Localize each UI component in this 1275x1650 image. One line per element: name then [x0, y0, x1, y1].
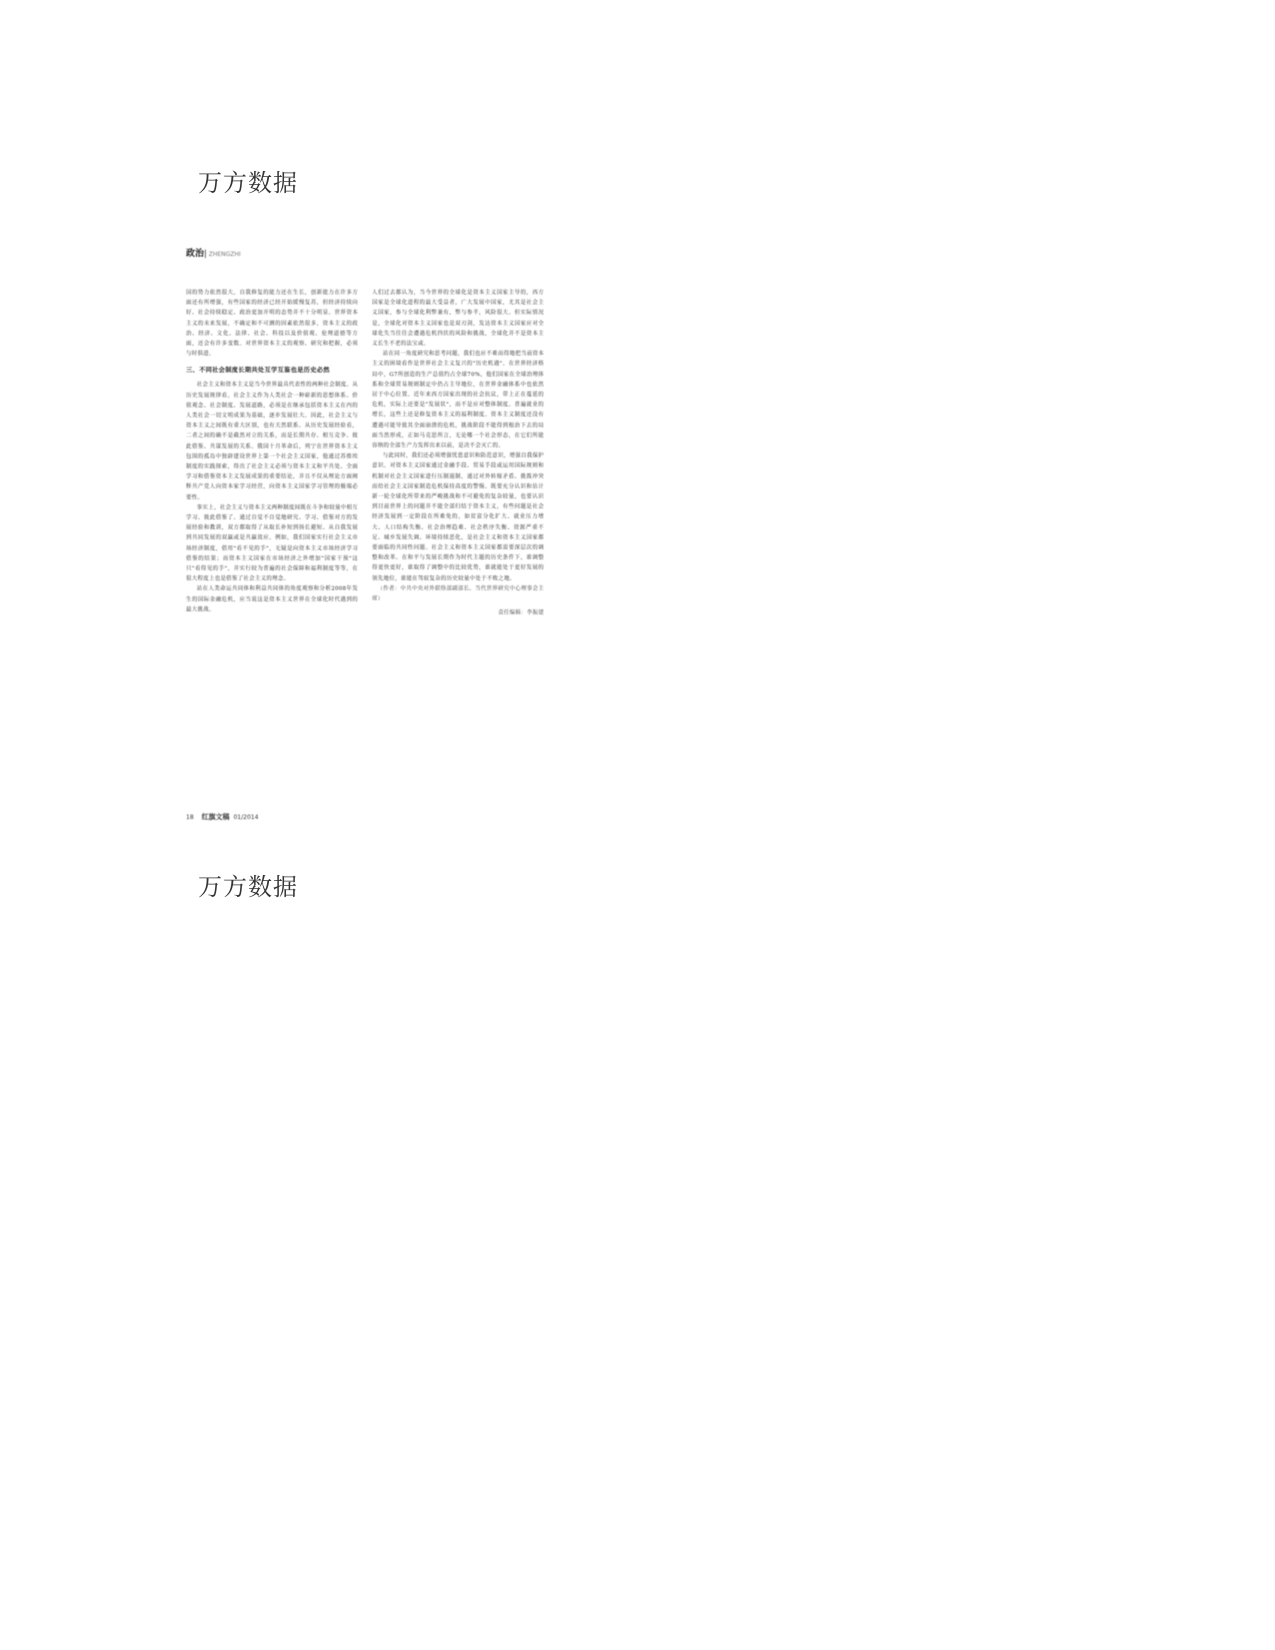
paragraph: 站在同一角度研究和思考问题，我们也应不难而得地把当前资本主义的困境看作是世界社会主义复兴的"历史机遇"。在世界经济格局中，G7所创造的生产总值约占全球70%，他们国家在全球治理体系和全球贸易规则制定中仍占主导地位，在世界金融体系中也依然居于中心位置。近年来西方国家出现的社会抗议，带上正在蔓延的危机，实际上还要是"发展状"，而不是应对整体制度。普遍就业的增长，这些上还是修复资本主义的福利制度。资本主义制度还没有遭遇可能导致其全面崩溃的危机，挑战阶段不能得到根治下去的局面当然形成，正如马克思所言，无论哪一个社会形态，在它们所能容纳的全部生产力发挥出来以前，是决不会灭亡的。	[372, 351, 544, 450]
editor-credit: 责任编辑：李振建	[498, 610, 544, 617]
issue-number: 01/2014	[233, 814, 259, 821]
paragraph: 事实上，社会主义与资本主义两种制度间既在斗争和较量中相互学习、彼此借鉴了。通过自觉不自觉地研究、学习、借鉴对方的发展经验和教训，双方都取得了从取长补短到扬长避短、从自我发展到共同发展的双赢或是共赢效应。例如，我们国家实行社会主义市场经济制度，借用"看不见的手"，无疑是向资本主义市场经济学习借鉴的结果；而资本主义国家在市场经济之外增加"国家干预"这只"看得见的手"，并实行较为普遍的社会保障和福利制度等等，在很大程度上也是借鉴了社会主义的理念。	[186, 504, 358, 583]
watermark-top: 万方数据	[198, 169, 298, 197]
page-footer	[186, 812, 258, 822]
paragraph: 国的势力依然很大，自我修复的能力还在生长，创新能力在许多方面还有所增强，有些国家的经济已经开始缓慢复苏，但经济持续向好、社会持续稳定、政治更加开明的态势并不十分明显。世界资本主义的未来发展，不确定和不可测的因素依然很多，资本主义的政治、经济、文化、法律、社会、科技以及价值观、伦理道德等方面，还会有许多变数。对世界资本主义的观察、研究和把握，必须与时俱进。	[186, 290, 358, 358]
header-divider: |	[204, 249, 207, 258]
paragraph: 社会主义和资本主义是当今世界最具代表性的两种社会制度。从历史发展规律看，社会主义作为人类社会一种崭新的思想体系、价值观念、社会制度、发展道路，必须是在继承包括资本主义在内的人类社会一切文明成果为基础，逐步发展壮大。因此，社会主义与资本主义之间既有重大区别，也有天然联系。从历史发展经验看，二者之间的确不是截然对立的关系，而是长期共存、相互竞争、彼此借鉴、共谋发展的关系。俄国十月革命后，列宁在世界资本主义包围的孤岛中独辟建设世界上第一个社会主义国家，他通过苏维埃制度的实践探索，得出了社会主义必须与资本主义和平共处、全面学习和借鉴资本主义发展成果的重要结论，并且不仅从理论方面阐释共产党人向资本家学习经营，向资本主义国家学习管理的极端必要性。	[186, 382, 358, 501]
paragraph: 站在人类命运共同体和利益共同体的角度观察和分析2008年发生的国际金融危机，应当说这是资本主义世界在全球化时代遇到的最大挑战。	[186, 586, 358, 613]
author-note: （作者：中共中央对外联络部副部长、当代世界研究中心理事会主席）	[372, 585, 544, 603]
section-heading: 三、不同社会制度长期共处互学互鉴也是历史必然	[186, 367, 330, 375]
watermark-bottom: 万方数据	[198, 873, 298, 901]
section-title: 政治	[186, 249, 205, 259]
text-column-left	[186, 288, 358, 615]
text-column-right	[372, 288, 544, 619]
page-number: 18	[186, 814, 194, 821]
section-pinyin: ZHENGZHI	[208, 251, 241, 258]
scanned-magazine-page	[178, 240, 548, 820]
magazine-name: 红旗文稿	[201, 812, 230, 821]
paragraph: 人们过去都认为，当今世界的全球化是资本主义国家主导的，西方国家是全球化进程的最大受益者，广大发展中国家，尤其是社会主义国家，参与全球化利弊兼有，弊与参半，风险很大。但实际情况是，全球化对资本主义国家也是双刃剑，发达资本主义国家应对全球化失当往往会遭遇危机四伏的风险和挑战，全球化并不是资本主义长生不老的法宝或。	[372, 290, 544, 348]
page-header	[186, 246, 241, 259]
paragraph: 与此同时，我们还必须增强忧患意识和防范意识，增强自我保护意识。对资本主义国家通过金融手段、贸易手段或运用国际规则和机制对社会主义国家进行压制遏制，通过对外转嫁矛盾、挑拨冲突而给社会主义国家制造危机保持高度的警惕。既要充分认识和估计新一轮全球化所带来的严峻挑战和不可避免的复杂较量，也要认识到目前世界上的问题并不能全部归结于资本主义，有些问题是社会经济发展到一定阶段在所难免的，如贫富分化扩大、就业压力增大、人口结构失衡、社会治理趋难、社会秩序失衡、资源严重不足、城乡发展失调、环境持续恶化，是社会主义和资本主义国家都要面临的共同性问题。社会主义和资本主义国家都需要深层次的调整和改革。在和平与发展长期作为时代主题的历史条件下，谁调整得更快更好，谁取得了调整中的比较优势，谁就能处于更好发展的领先地位，谁能在驾驭复杂的历史较量中处于不败之地。	[372, 453, 544, 582]
